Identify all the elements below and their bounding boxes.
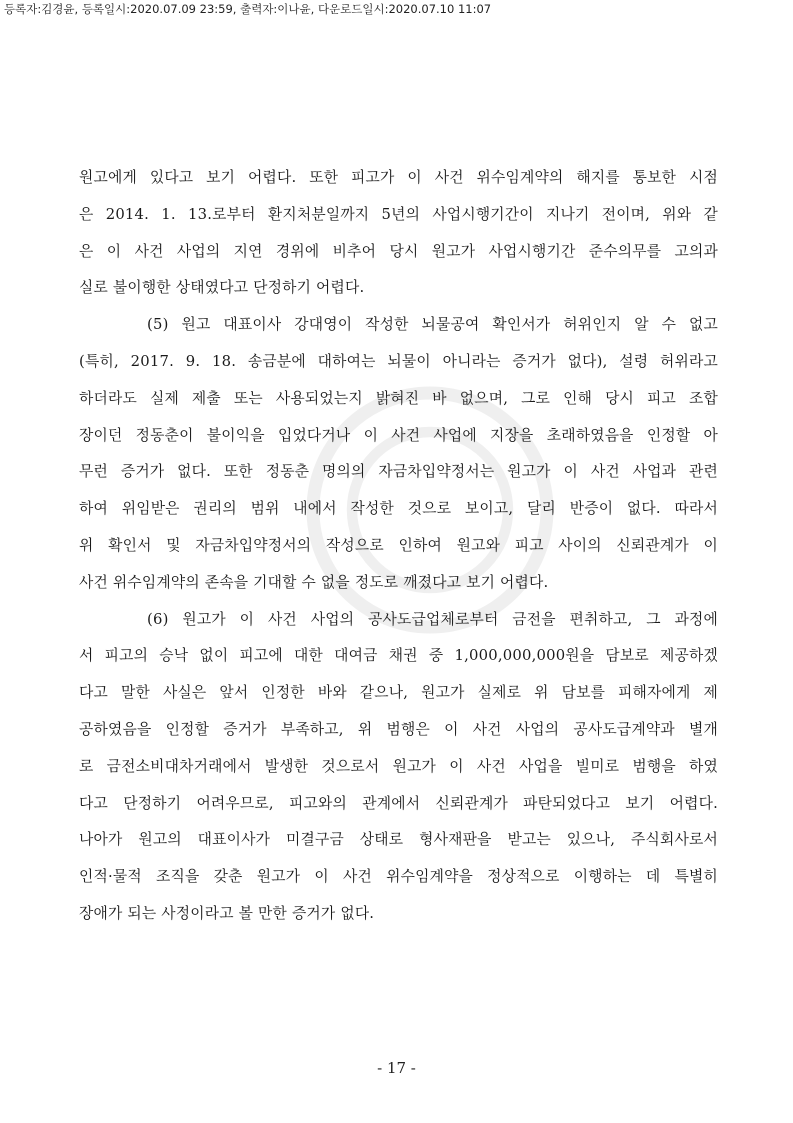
text-line: 원고에게 있다고 보기 어렵다. 또한 피고가 이 사건 위수임계약의 해지를 통보한 시점 (79, 169, 718, 186)
text-line: 무런 증거가 없다. 또한 정동춘 명의의 자금차입약정서는 원고가 이 사건 사업과 관련 (79, 463, 718, 481)
text-line: 장애가 되는 사정이라고 볼 만한 증거가 없다. (79, 904, 375, 922)
text-line: 하여 위임받은 권리의 범위 내에서 작성한 것으로 보이고, 달리 반증이 없다. 따라서 (79, 500, 718, 518)
text-line: 다고 단정하기 어려우므로, 피고와의 관계에서 신뢰관계가 파탄되었다고 보기 어렵다. (79, 794, 718, 812)
text-line: (특히, 2017. 9. 18. 송금분에 대하여는 뇌물이 아니라는 증거가 없다), 설령 허위라고 (79, 352, 718, 370)
paragraph-3 (79, 602, 718, 933)
text-line: 사건 위수임계약의 존속을 기대할 수 없을 정도로 깨졌다고 보기 어렵다. (79, 573, 549, 591)
text-line: 다고 말한 사실은 앞서 인정한 바와 같으나, 원고가 실제로 위 담보를 피해자에게 제 (79, 684, 718, 702)
text-line: 은 이 사건 사업의 지연 경위에 비추어 당시 원고가 사업시행기간 준수의무를 고의과 (79, 242, 718, 260)
text-line: 나아가 원고의 대표이사가 미결구금 상태로 형사재판을 받고는 있으나, 주식회사로서 (79, 831, 718, 849)
document-meta-header: 등록자:김경윤, 등록일시:2020.07.09 23:59, 출력자:이나윤, 다운로드일시:2020.07.10 11:07 (4, 2, 492, 16)
text-line: 로 금전소비대차거래에서 발생한 것으로서 원고가 이 사건 사업을 빌미로 범행을 하였 (79, 757, 718, 775)
text-line: 인적·물적 조직을 갖춘 원고가 이 사건 위수임계약을 정상적으로 이행하는 데 특별히 (79, 868, 718, 886)
text-line: 은 2014. 1. 13.로부터 환지처분일까지 5년의 사업시행기간이 지나기 전이며, 위와 같 (79, 205, 718, 223)
text-line: 서 피고의 승낙 없이 피고에 대한 대여금 채권 중 1,000,000,000원을 담보로 제공하겠 (79, 647, 718, 665)
page-number: - 17 - (377, 1059, 416, 1077)
paragraph-1 (79, 160, 718, 307)
text-line: 하더라도 실제 제출 또는 사용되었는지 밝혀진 바 없으며, 그로 인해 당시 피고 조합 (79, 389, 718, 407)
text-line: 위 확인서 및 자금차입약정서의 작성으로 인하여 원고와 피고 사이의 신뢰관계가 이 (79, 536, 718, 554)
text-line: 장이던 정동춘이 불이익을 입었다거나 이 사건 사업에 지장을 초래하였음을 인정할 아 (79, 426, 718, 444)
text-line: 공하였음을 인정할 증거가 부족하고, 위 범행은 이 사건 사업의 공사도급계약과 별개 (79, 720, 718, 738)
paragraph-2 (79, 307, 718, 601)
text-line: (5) 원고 대표이사 강대영이 작성한 뇌물공여 확인서가 허위인지 알 수 없고 (147, 316, 718, 334)
text-line: (6) 원고가 이 사건 사업의 공사도급업체로부터 금전을 편취하고, 그 과정에 (147, 610, 718, 628)
document-body (79, 160, 718, 933)
text-line: 실로 불이행한 상태였다고 단정하기 어렵다. (79, 279, 365, 297)
